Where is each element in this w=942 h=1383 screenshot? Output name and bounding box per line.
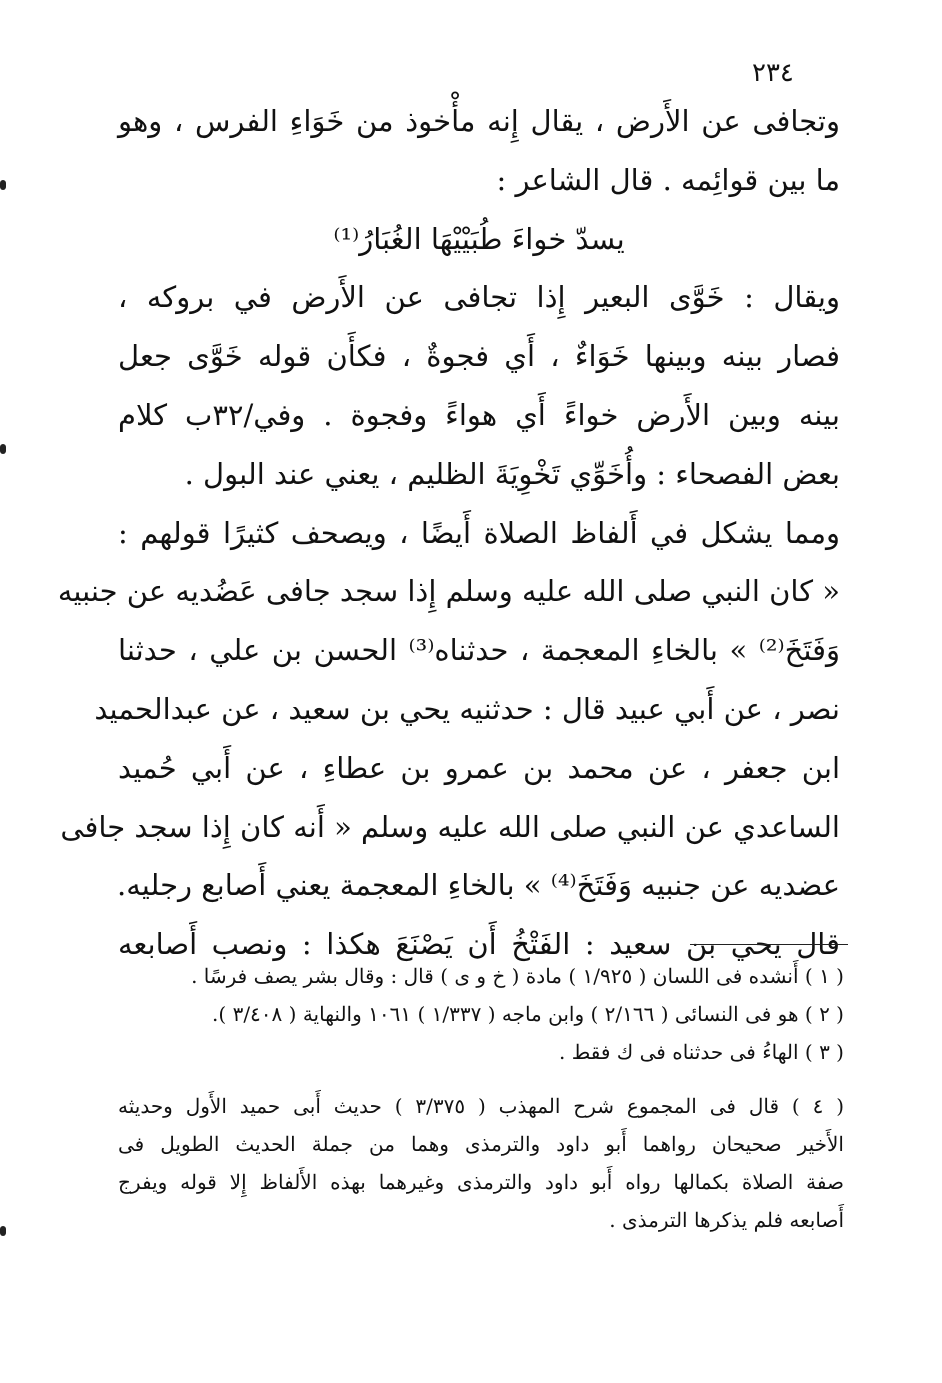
footnote-4-continued: الأَخير صحيحان رواهما أَبو داود والترمذى وهما من جملة الحديث الطويل فى [118,1132,844,1156]
text-line: وَفَتَخَ⁽²⁾ » بالخاءِ المعجمة ، حدثناه⁽³⁾ الحسن بن علي ، حدثنا [118,633,840,668]
footnote-4: ( ٤ ) قال فى المجموع شرح المهذب ( ٣/٣٧٥ ) حديث أَبى حميد الأَول وحديثه [118,1094,844,1118]
text-line: « كان النبي صلى الله عليه وسلم إِذا سجد جافى عَضُديه عن جنبيه [57,574,840,609]
text-line: بعض الفصحاء : وأُخَوِّي تَخْوِيَةَ الظليم ، يعني عند البول . [184,456,840,491]
footnote-separator [690,944,848,945]
text-line: ما بين قوائِمه . قال الشاعر : [496,162,840,197]
text-line: عضديه عن جنبيه وَفَتَخَ⁽⁴⁾ » بالخاءِ المعجمة يعني أَصابع رجليه. [116,868,840,903]
scan-edge-mark [0,1226,6,1236]
text-line: ابن جعفر ، عن محمد بن عمرو بن عطاءِ ، عن أَبي حُميد [118,750,840,785]
footnote-2: ( ٢ ) هو فى النسائى ( ٢/١٦٦ ) وابن ماجه ( ١/٣٣٧ ) ١٠٦١ والنهاية ( ٣/٤٠٨ ). [212,1002,844,1026]
page-number: ٢٣٤ [752,58,794,88]
main-text [57,92,841,974]
scan-edge-mark [0,180,6,190]
text-line: ومما يشكل في أَلفاظ الصلاة أَيضًا ، ويصحف كثيرًا قولهم : [118,515,840,550]
text-line: فصار بينه وبينها خَوَاءٌ ، أَي فجوةٌ ، فكأَن قوله خَوَّى جعل [118,339,840,374]
text-line: بينه وبين الأَرض خواءً أَي هواءً وفجوة . وفي/٣٢ب كلام [118,397,841,432]
text-line: قال يحي بن سعيد : الفَتْخُ أَن يَصْنَعَ هكذا : ونصب أَصابعه [118,927,840,962]
footnote-1: ( ١ ) أَنشده فى اللسان ( ١/٩٢٥ ) مادة ( خ و ى ) قال : وقال بشر يصف فرسًا . [191,964,844,988]
text-line: وتجافى عن الأَرض ، يقال إِنه مأْخوذ من خَوَاءِ الفرس ، وهو [118,104,840,138]
footnote-4-continued: صفة الصلاة بكمالها رواه أَبو داود والترمذى وغيرهما بهذه الأَلفاظ إِلا قوله ويفرج [118,1170,844,1194]
text-line: ويقال : خَوَّى البعير إِذا تجافى عن الأَرض في بروكه ، [118,280,840,315]
footnote-4-continued: أَصابعه فلم يذكرها الترمذى . [609,1208,844,1232]
poetry-verse: يسدّ خواءَ طُبَيْيْهَا الغُبَارُ⁽¹⁾ [333,221,625,256]
text-line: الساعدي عن النبي صلى الله عليه وسلم « أَنه كان إِذا سجد جافى [60,809,840,844]
footnote-3: ( ٣ ) الهاءُ فى حدثناه فى ك فقط . [559,1040,844,1064]
footnotes [118,958,844,1238]
scan-edge-mark [0,444,6,454]
text-line: نصر ، عن أَبي عبيد قال : حدثنيه يحي بن سعيد ، عن عبدالحميد [94,691,840,726]
